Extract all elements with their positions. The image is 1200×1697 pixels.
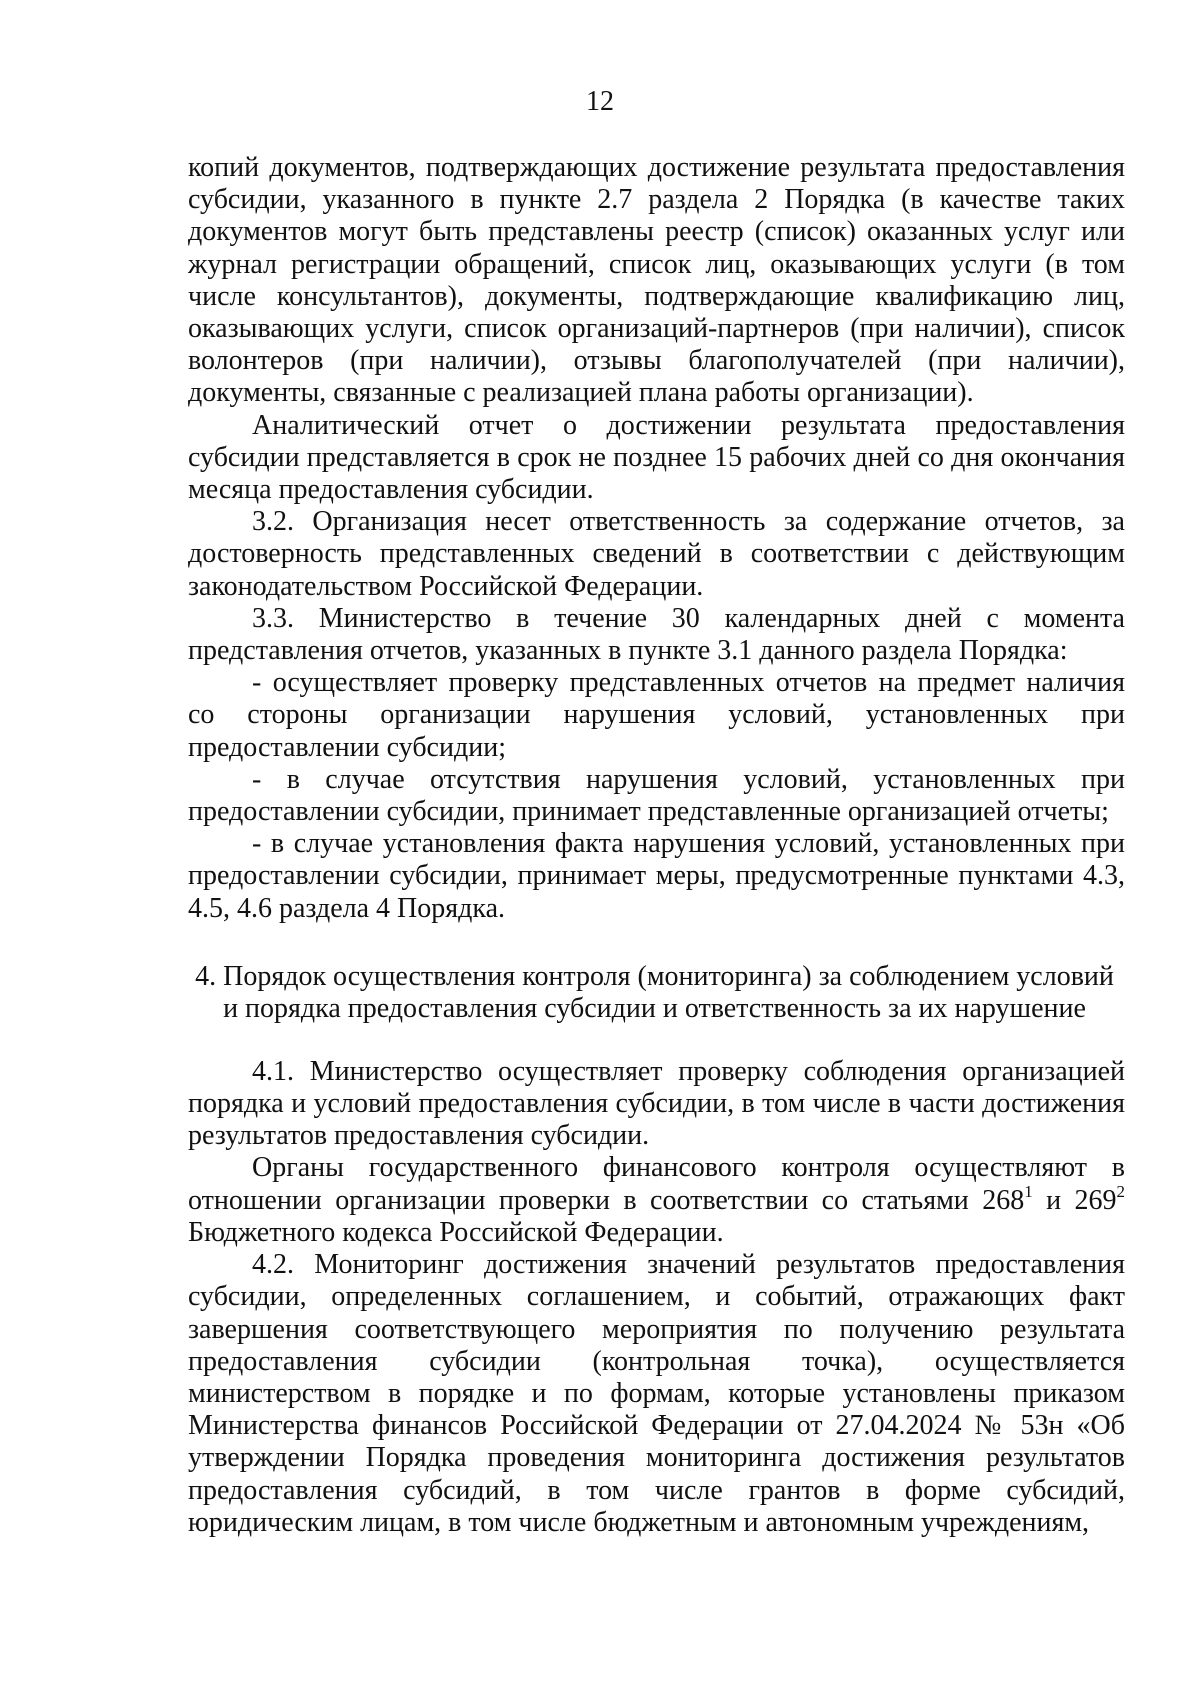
paragraph-3-2: 3.2. Организация несет ответственность за содержание отчетов, за достоверность представленных сведений в соответствии с действующим законодательством Российской Федерации. [188,506,1125,602]
paragraph-analytic-report: Аналитический отчет о достижении результата предоставления субсидии представляется в срок не позднее 15 рабочих дней со дня окончания месяца предоставления субсидии. [188,409,1125,506]
paragraph-3-3: 3.3. Министерство в течение 30 календарных дней с момента представления отчетов, указанных в пункте 3.1 данного раздела Порядка: [188,602,1125,667]
superscript-268: 1 [1024,1181,1033,1201]
section-heading-line-1: 4. Порядок осуществления контроля (мониторинга) за соблюдением условий [195,960,1114,992]
control-text-part-3: Бюджетного кодекса Российской Федерации. [188,1216,724,1248]
list-item-take-measures: - в случае установления факта нарушения условий, установленных при предоставлении субсидии, принимает меры, предусмотренные пунктами 4.3, 4.5, 4.6 раздела 4 Порядка. [188,828,1125,924]
control-text-part-1: Органы государственного финансового контроля осуществляют в отношении организации проверки в соответствии со статьями 268 [188,1152,1125,1216]
page-number: 12 [586,86,614,117]
section-heading-4 [182,961,1127,1026]
section-heading-line-2: и порядка предоставления субсидии и ответственность за их нарушение [223,993,1086,1025]
control-text-part-2: и 269 [1032,1184,1117,1216]
paragraph-documents-list: копий документов, подтверждающих достижение результата предоставления субсидии, указанного в пункте 2.7 раздела 2 Порядка (в качестве таких документов могут быть представлены реестр (список) оказанных услуг или журнал регистрации обращений, список лиц, оказывающих услуги (в том числе консультантов), документы, подтверждающие квалификацию лиц, оказывающих услуги, список организаций-партнеров (при наличии), список волонтеров (при наличии), отзывы благополучателей (при наличии), документы, связанные с реализацией плана работы организации). [188,152,1125,409]
list-item-check-reports: - осуществляет проверку представленных отчетов на предмет наличия со стороны организации нарушения условий, установленных при предоставлении субсидии; [188,667,1125,763]
list-item-accept-reports: - в случае отсутствия нарушения условий, установленных при предоставлении субсидии, принимает представленные организацией отчеты; [188,763,1125,828]
paragraph-financial-control [188,1152,1125,1249]
paragraph-4-2: 4.2. Мониторинг достижения значений результатов предоставления субсидии, определенных соглашением, и событий, отражающих факт завершения соответствующего мероприятия по получению результата предоставления субсидии (контрольная точка), осуществляется министерством в порядке и по формам, которые установлены приказом Министерства финансов Российской Федерации от 27.04.2024 № 53н «Об утверждении Порядка проведения мониторинга достижения результатов предоставления субсидий, в том числе грантов в форме субсидий, юридическим лицам, в том числе бюджетным и автономным учреждениям, [188,1249,1125,1538]
superscript-269: 2 [1116,1181,1126,1201]
paragraph-4-1: 4.1. Министерство осуществляет проверку соблюдения организацией порядка и условий предоставления субсидии, в том числе в части достижения результатов предоставления субсидии. [188,1055,1125,1152]
document-body [188,152,1125,1539]
